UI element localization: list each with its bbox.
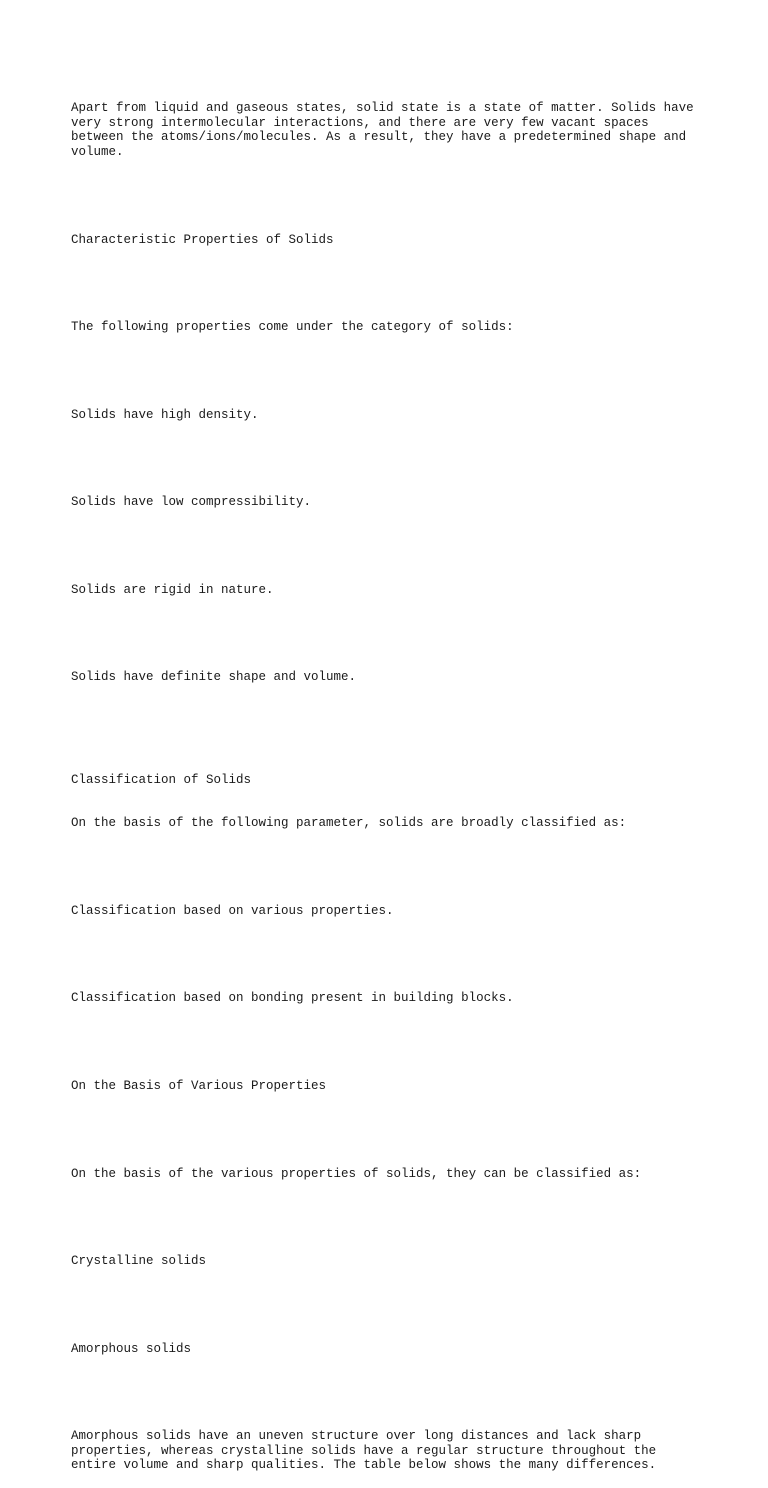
property-item: Solids have low compressibility.	[71, 495, 312, 510]
intro-line: between the atoms/ions/molecules. As a result, they have a predetermined shape and	[71, 130, 687, 145]
classification-intro: On the basis of the following parameter, solids are broadly classified as:	[71, 816, 627, 831]
intro-line: Apart from liquid and gaseous states, solid state is a state of matter. Solids have	[71, 101, 694, 116]
property-item: Solids have high density.	[71, 407, 259, 422]
classification-item: Classification based on various properties.	[71, 903, 394, 918]
heading-classification: Classification of Solids	[71, 772, 252, 787]
intro-line: volume.	[71, 144, 124, 159]
closing-line: Amorphous solids have an uneven structure over long distances and lack sharp	[71, 1429, 642, 1444]
heading-various-properties: On the Basis of Various Properties	[71, 1078, 327, 1093]
closing-line: properties, whereas crystalline solids have a regular structure throughout the	[71, 1443, 657, 1458]
intro-line: very strong intermolecular interactions, and there are very few vacant spaces	[71, 115, 649, 130]
intro-paragraph	[71, 101, 711, 159]
various-intro: On the basis of the various properties of solids, they can be classified as:	[71, 1166, 642, 1181]
closing-paragraph	[71, 1429, 711, 1473]
property-item: Solids have definite shape and volume.	[71, 670, 357, 685]
properties-intro: The following properties come under the category of solids:	[71, 320, 514, 335]
document-body	[71, 72, 711, 1488]
solid-type-item: Crystalline solids	[71, 1254, 207, 1269]
classification-item: Classification based on bonding present in building blocks.	[71, 991, 514, 1006]
solid-type-item: Amorphous solids	[71, 1341, 192, 1356]
closing-line: entire volume and sharp qualities. The table below shows the many differences.	[71, 1458, 657, 1473]
property-item: Solids are rigid in nature.	[71, 582, 274, 597]
heading-properties: Characteristic Properties of Solids	[71, 232, 334, 247]
